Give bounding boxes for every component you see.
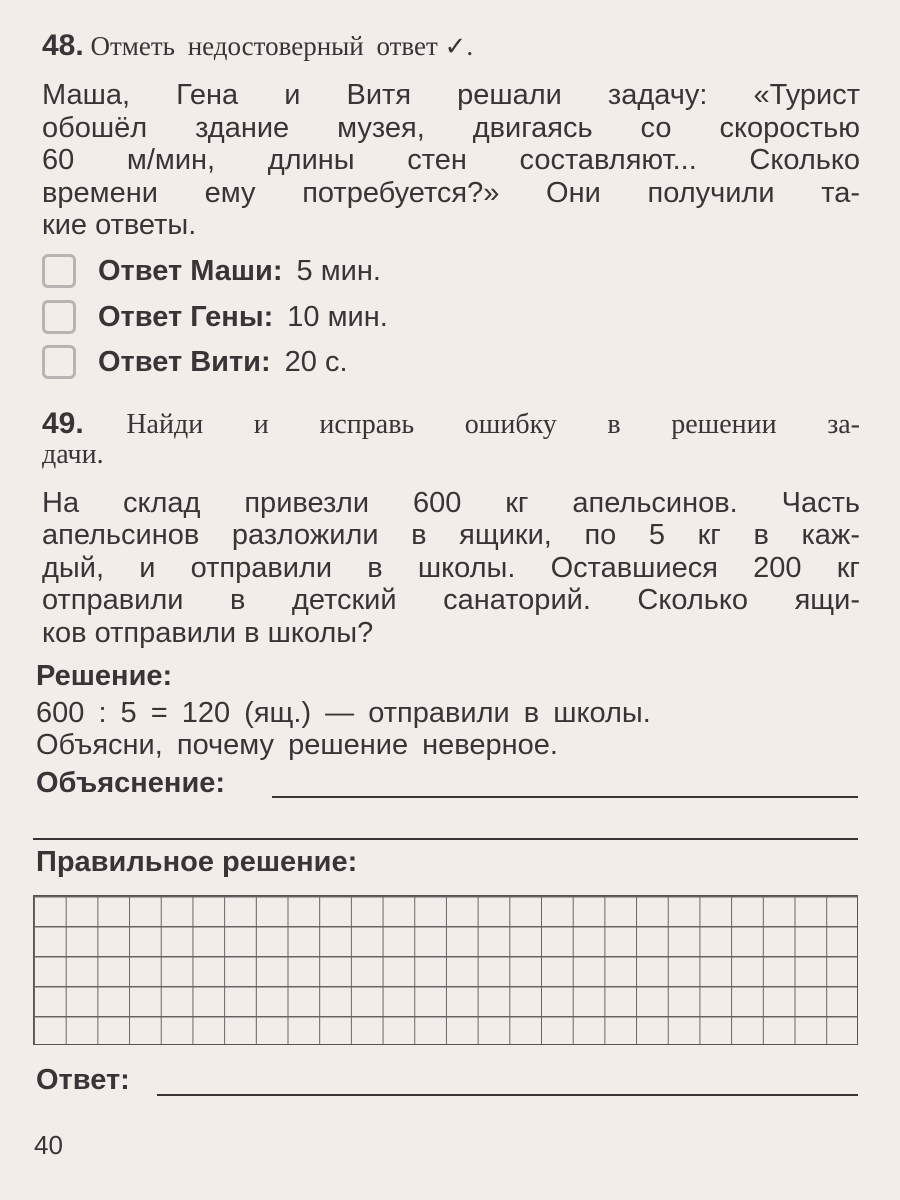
answer-label: Ответ Маши: bbox=[98, 254, 283, 287]
answer-checkbox[interactable] bbox=[42, 300, 76, 334]
answer-value: 5 мин. bbox=[296, 254, 381, 287]
explanation-label: Объяснение: bbox=[36, 767, 226, 799]
task-48-text-line: 60 м/мин, длины стен составляют... Сколько bbox=[42, 144, 860, 176]
task-48-text-line: обошёл здание музея, двигаясь со скоростью bbox=[42, 112, 860, 144]
task-49-heading-cont: дачи. bbox=[42, 439, 104, 470]
answer-input[interactable] bbox=[157, 1066, 857, 1094]
correct-solution-label: Правильное решение: bbox=[36, 846, 358, 878]
answer-label: Ответ Вити: bbox=[98, 345, 271, 378]
task-48-text-line: Маша, Гена и Витя решали задачу: «Турист bbox=[42, 79, 860, 111]
explanation-input[interactable] bbox=[272, 768, 858, 796]
task-49-text-line: ков отправили в школы? bbox=[42, 617, 374, 649]
period: . bbox=[466, 31, 474, 61]
task-49-text-line: дый, и отправили в школы. Оставшиеся 200 кг bbox=[42, 552, 860, 584]
task-49-text-line: На склад привезли 600 кг апельсинов. Часть bbox=[42, 487, 860, 519]
explain-prompt: Объясни, почему решение неверное. bbox=[36, 729, 558, 761]
task-48-heading bbox=[42, 30, 473, 63]
answer-checkbox[interactable] bbox=[42, 345, 76, 379]
task-instruction: Отметь недостоверный ответ bbox=[90, 31, 438, 61]
explanation-line-2[interactable] bbox=[33, 838, 858, 840]
solution-grid[interactable] bbox=[33, 895, 858, 1045]
answer-checkbox[interactable] bbox=[42, 254, 76, 288]
check-mark-icon: ✓ bbox=[444, 32, 467, 62]
explanation-line bbox=[272, 796, 858, 798]
task-number: 49. bbox=[42, 407, 84, 440]
solution-line: 600 : 5 = 120 (ящ.) — отправили в школы. bbox=[36, 697, 651, 729]
task-number: 48. bbox=[42, 29, 84, 62]
task-48-text-line: времени ему потребуется?» Они получили та- bbox=[42, 177, 860, 209]
answer-option-gena bbox=[42, 298, 388, 336]
task-49-text-line: отправили в детский санаторий. Сколько ящи- bbox=[42, 584, 860, 616]
task-48-text-line: кие ответы. bbox=[42, 209, 197, 241]
answer-option-masha bbox=[42, 252, 381, 290]
task-49-text-line: апельсинов разложили в ящики, по 5 кг в каж- bbox=[42, 519, 860, 551]
answer-label: Ответ: bbox=[36, 1064, 130, 1096]
answer-value: 20 с. bbox=[284, 345, 348, 378]
answer-value: 10 мин. bbox=[287, 300, 388, 333]
task-instruction: Найди и исправь ошибку в решении за- bbox=[126, 409, 861, 440]
page-number: 40 bbox=[34, 1130, 63, 1160]
answer-option-vitya bbox=[42, 343, 348, 381]
solution-label: Решение: bbox=[36, 660, 173, 692]
answer-line bbox=[157, 1094, 858, 1096]
task-49-heading bbox=[42, 408, 860, 441]
answer-label: Ответ Гены: bbox=[98, 300, 274, 333]
